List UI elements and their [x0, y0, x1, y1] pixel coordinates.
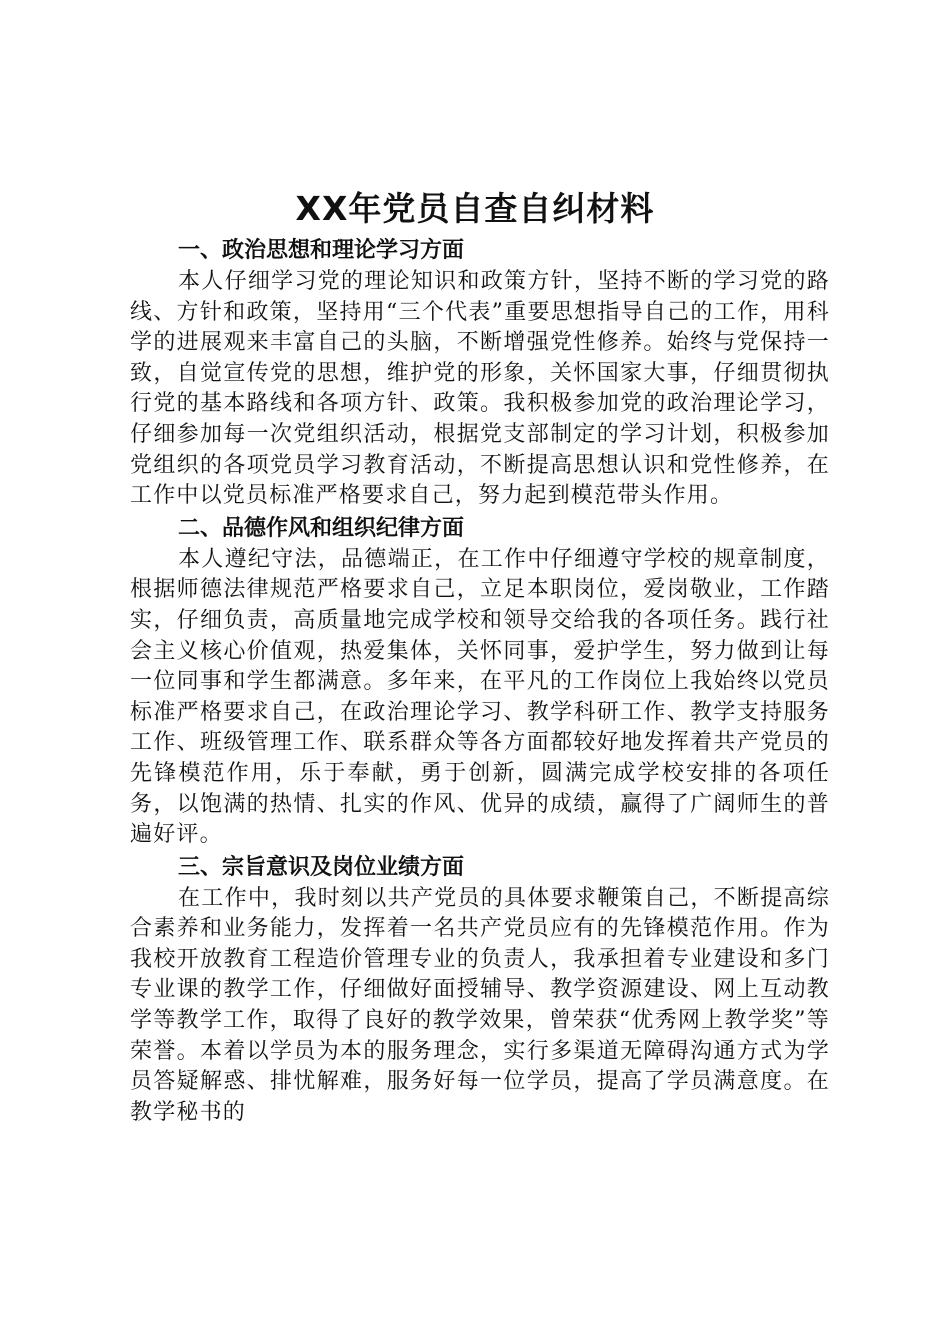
section-heading-political: 一、政治思想和理论学习方面	[178, 238, 465, 263]
section-paragraph-conduct: 本人遵纪守法，品德端正，在工作中仔细遵守学校的规章制度，根据师德法律规范严格要求自己，立足本职岗位，爱岗敬业，工作踏实，仔细负责，高质量地完成学校和领导交给我的各项任务。践行社会主义核心价值观，热爱集体，关怀同事，爱护学生，努力做到让每一位同事和学生都满意。多年来，在平凡的工作岗位上我始终以党员标准严格要求自己，在政治理论学习、教学科研工作、教学支持服务工作、班级管理工作、联系群众等各方面都较好地发挥着共产党员的先锋模范作用，乐于奉献，勇于创新，圆满完成学校安排的各项任务，以饱满的热情、扎实的作风、优异的成绩，赢得了广阔师生的普遍好评。	[130, 546, 830, 848]
document-title: XX年党员自查自纠材料	[295, 189, 655, 228]
section-heading-conduct: 二、品德作风和组织纪律方面	[178, 515, 465, 541]
section-paragraph-performance: 在工作中，我时刻以共产党员的具体要求鞭策自己，不断提高综合素养和业务能力，发挥着一名共产党员应有的先锋模范作用。作为我校开放教育工程造价管理专业的负责人，我承担着专业建设和多门专业课的教学工作，仔细做好面授辅导、教学资源建设、网上互动教学等教学工作，取得了良好的教学效果，曾荣获“优秀网上教学奖”等荣誉。本着以学员为本的服务理念，实行多渠道无障碍沟通方式为学员答疑解惑、排忧解难，服务好每一位学员，提高了学员满意度。在教学秘书的	[130, 885, 830, 1125]
document-body	[130, 234, 830, 1128]
section-paragraph-political: 本人仔细学习党的理论知识和政策方针，坚持不断的学习党的路线、方针和政策，坚持用“三个代表”重要思想指导自己的工作，用科学的进展观来丰富自己的头脑，不断增强党性修养。始终与党保持一致，自觉宣传党的思想，维护党的形象，关怀国家大事，仔细贯彻执行党的基本路线和各项方针、政策。我积极参加党的政治理论学习，仔细参加每一次党组织活动，根据党支部制定的学习计划，积极参加党组织的各项党员学习教育活动，不断提高思想认识和党性修养，在工作中以党员标准严格要求自己，努力起到模范带头作用。	[130, 269, 830, 509]
section-heading-performance: 三、宗旨意识及岗位业绩方面	[178, 854, 465, 880]
